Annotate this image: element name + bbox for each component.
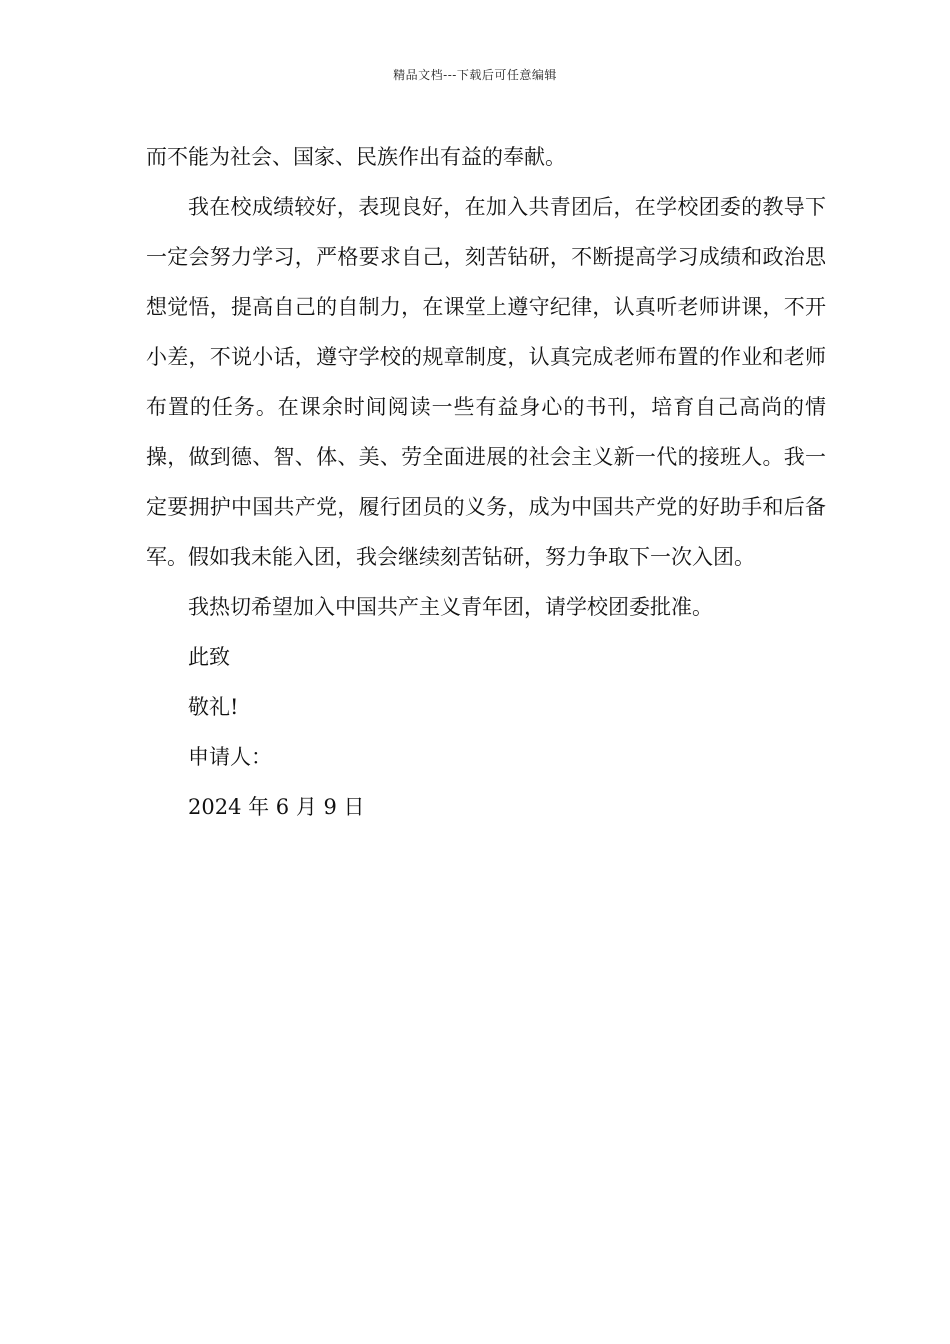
paragraph-request: 我热切希望加入中国共产主义青年团，请学校团委批准。 bbox=[188, 595, 713, 619]
paragraph-main: 我在校成绩较好，表现良好，在加入共青团后，在学校团委的教导下一定会努力学习，严格要求自己，刻苦钻研，不断提高学习成绩和政治思想觉悟，提高自己的自制力，在课堂上遵守纪律，认真听老师讲课，不开小差，不说小话，遵守学校的规章制度，认真完成老师布置的作业和老师布置的任务。在课余时间阅读一些有益身心的书刊，培育自己高尚的情操，做到德、智、体、美、劳全面进展的社会主义新一代的接班人。我一定要拥护中国共产党，履行团员的义务，成为中国共产党的好助手和后备军。假如我未能入团，我会继续刻苦钻研，努力争取下一次入团。 bbox=[146, 195, 826, 569]
salute-line: 敬礼! bbox=[188, 695, 239, 719]
paragraph-continuation: 而不能为社会、国家、民族作出有益的奉献。 bbox=[146, 145, 566, 169]
document-body bbox=[146, 132, 826, 832]
closing-line: 此致 bbox=[188, 645, 230, 669]
applicant-label: 申请人： bbox=[188, 745, 272, 769]
date-line: 2024 年 6 月 9 日 bbox=[188, 795, 365, 819]
page-header: 精品文档---下载后可任意编辑 bbox=[393, 68, 557, 82]
